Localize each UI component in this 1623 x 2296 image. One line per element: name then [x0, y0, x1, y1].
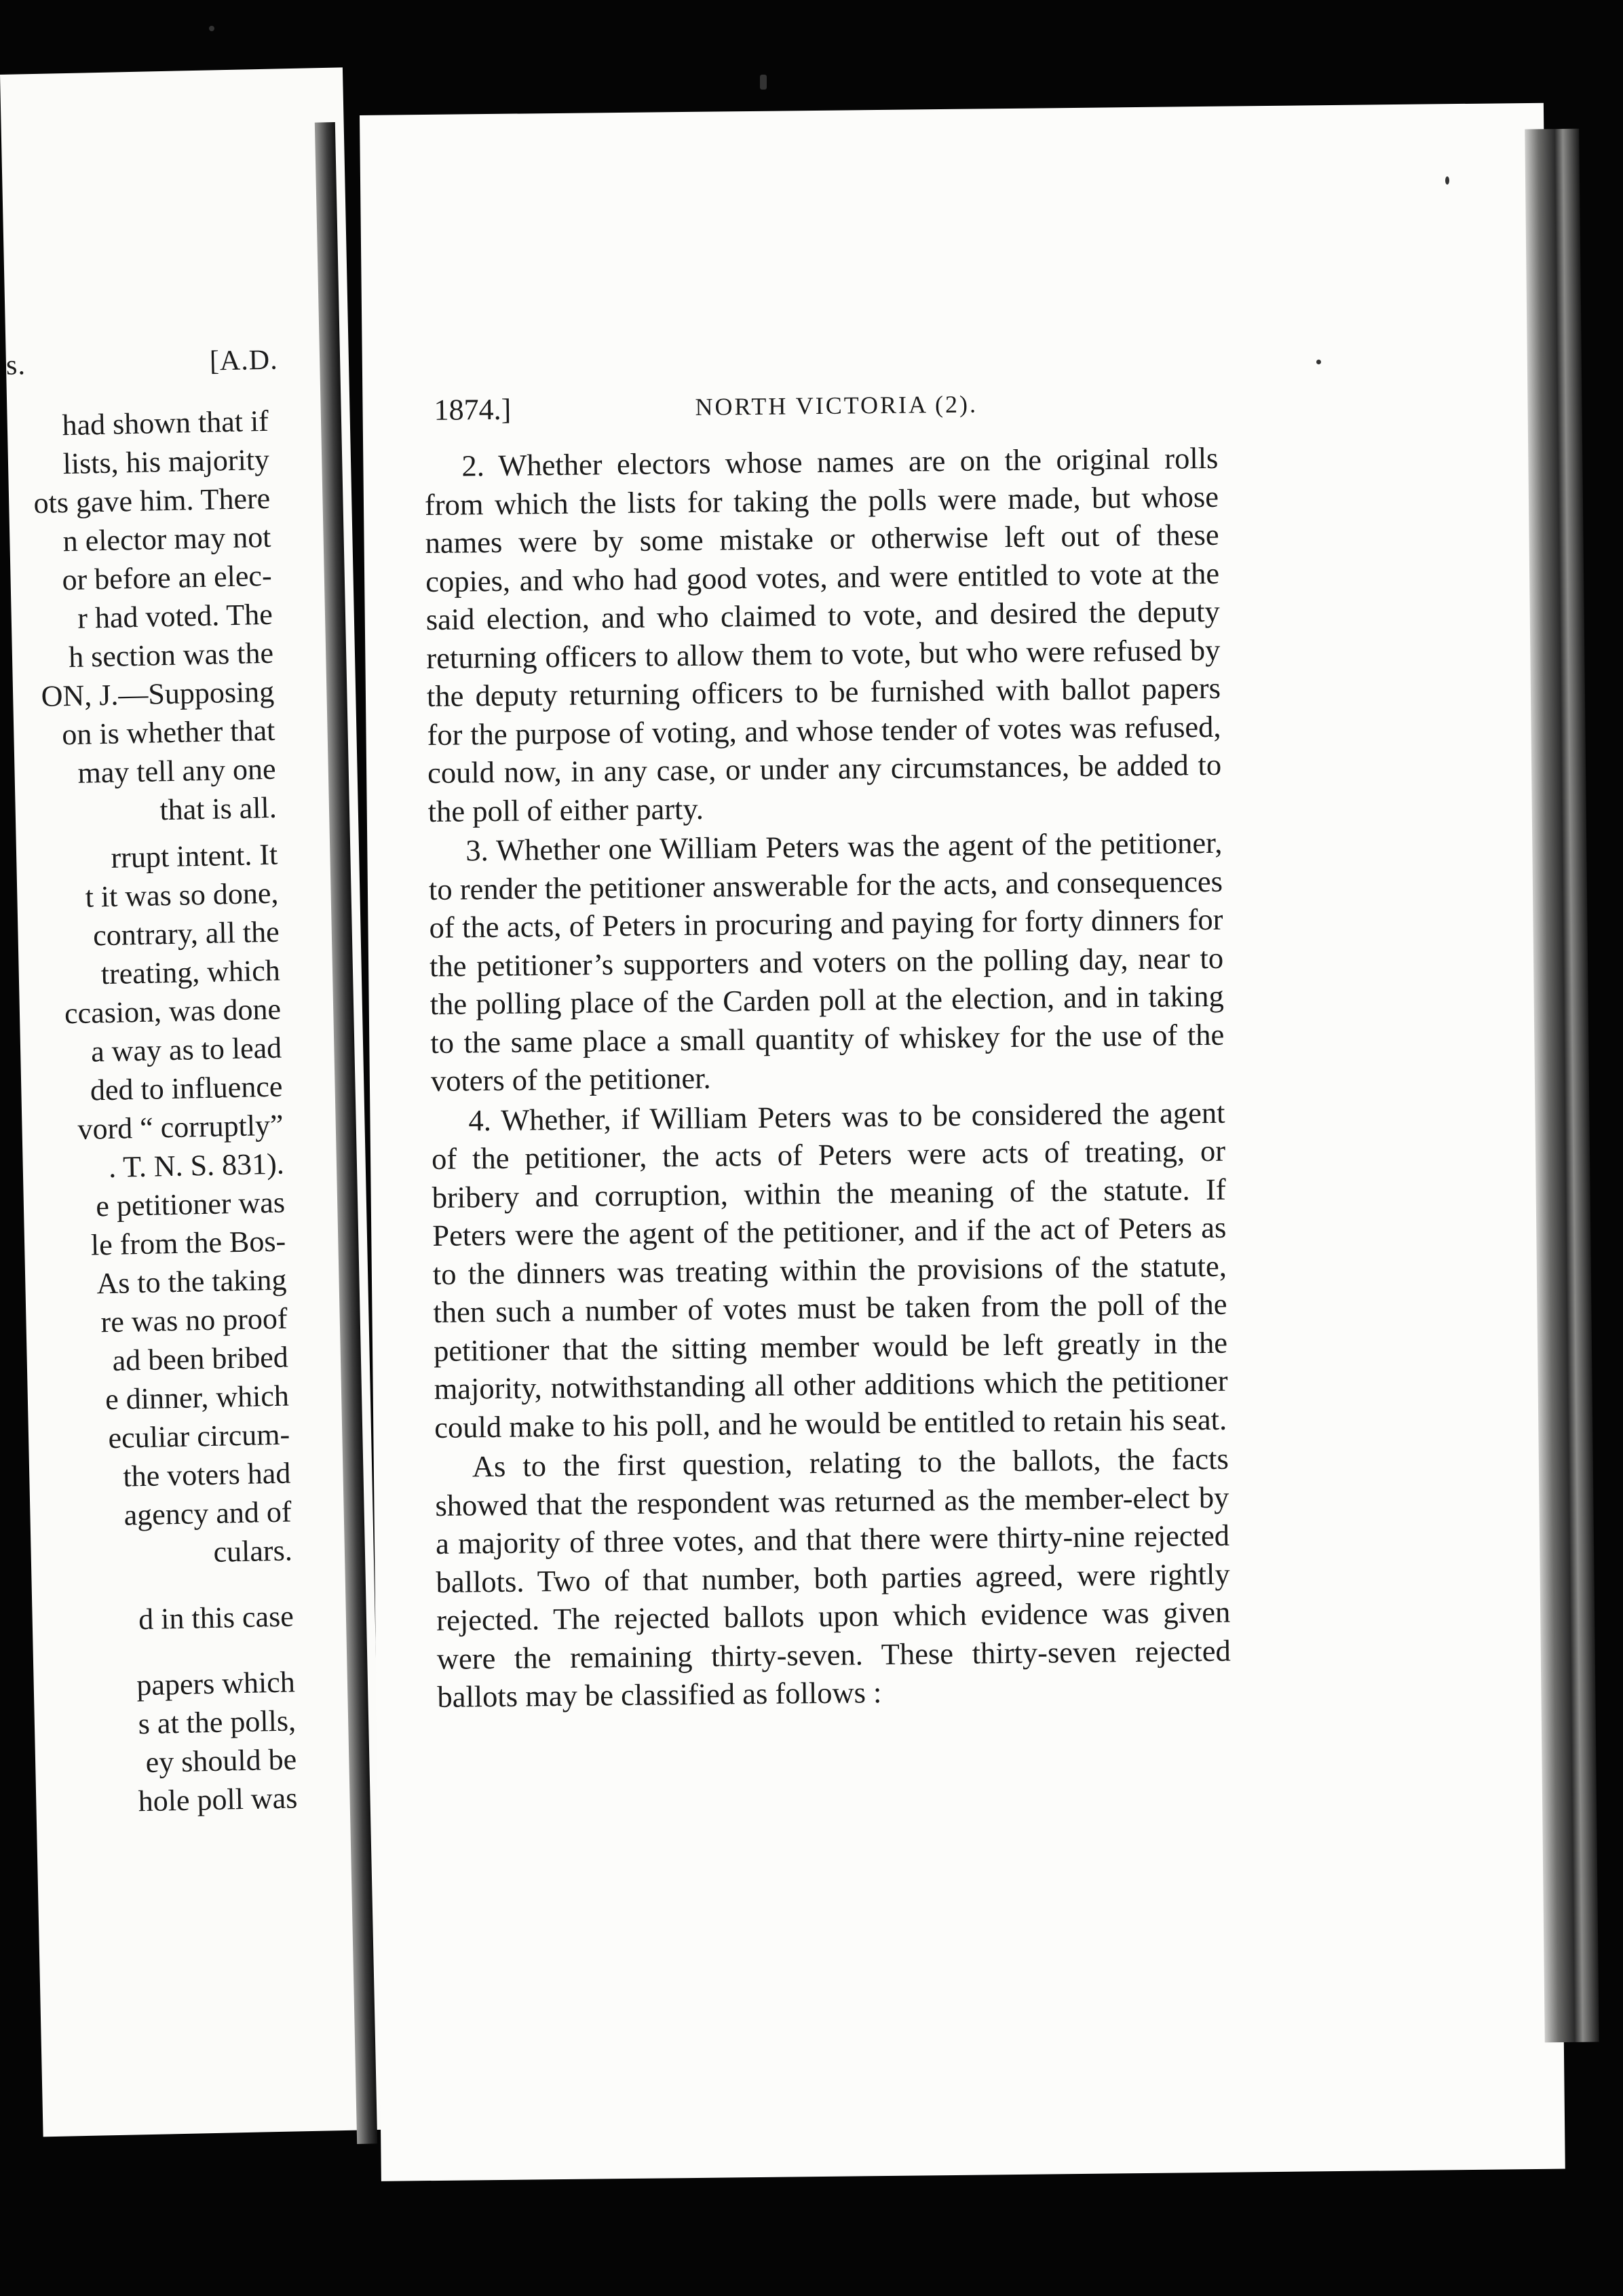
left-line: As to the taking [96, 1263, 287, 1301]
paragraph: 4. Whether, if William Peters was to be considered the agent of the petitioner, the acts of Peters were acts of treating, or bribery and corruption, within the meaning of the statute. If Peters were the agent of the petitioner, and if the act of Peters as to the dinners was treating within the provisions of the statute, then such a number of votes must be taken from the poll of the petitioner that the sitting member would be left greatly in the majority, notwithstanding all other additions which the petitioner could make to his poll, and he would be entitled to retain his seat. [431, 1095, 1228, 1444]
left-line: ad been bribed [112, 1340, 289, 1377]
left-line: . T. N. S. 831). [108, 1147, 285, 1184]
left-line: h section was the [68, 636, 274, 674]
running-head [434, 381, 1588, 434]
scan-speck [1445, 176, 1449, 185]
left-line: the voters had [122, 1456, 291, 1493]
left-line: may tell any one [77, 752, 277, 790]
left-line: papers which [136, 1665, 296, 1702]
left-line: that is all. [159, 790, 278, 827]
left-line: ots gave him. There [33, 481, 271, 520]
left-line: e dinner, which [104, 1379, 290, 1417]
running-head-title: NORTH VICTORIA (2). [695, 390, 978, 421]
left-line: hole poll was [138, 1781, 298, 1818]
left-line: on is whether that [61, 713, 275, 752]
scan-speck [209, 26, 214, 31]
left-line: agency and of [123, 1495, 292, 1532]
paragraph: 2. Whether electors whose names are on the original rolls from which the lists for taking the polls were made, but whose names were by some mistake or otherwise left out of these copies, and who had good votes, and were entitled to vote at the said election, and who claimed to vote, and desired the deputy returning officers to allow them to vote, but who were refused by the deputy returning officers to be furnished with ballot papers for the purpose of voting, and whose tender of votes was refused, could now, in any case, or under any circumstances, be added to the poll of either party. [424, 440, 1222, 828]
body-text [424, 439, 1231, 1717]
left-line: vord “ corruptly” [77, 1108, 284, 1146]
left-line: ccasion, was done [64, 992, 282, 1031]
left-line: ey should be [145, 1742, 297, 1780]
left-line: s at the polls, [138, 1704, 297, 1741]
left-line: rrupt intent. It [111, 837, 278, 875]
scan-speck [1316, 360, 1321, 364]
left-line: r had voted. The [77, 597, 273, 635]
left-line: contrary, all the [92, 915, 280, 953]
left-line: a way as to lead [90, 1031, 282, 1069]
left-line: had shown that if [62, 404, 269, 442]
left-line: e petitioner was [95, 1185, 286, 1223]
left-line: or before an elec- [62, 558, 273, 597]
paragraph: As to the first question, relating to the ballots, the facts showed that the respondent was returned as the member-elect by a majority of three votes, and that there were thirty-nine rejected ballots. Two of that number, both parties agreed, were rightly rejected. The rejected ballots upon which evidence was given were the remaining thirty-seven. These thirty-seven rejected ballots may be classified as follows : [435, 1441, 1231, 1714]
left-running-head [5, 344, 279, 381]
left-line: ded to influence [90, 1069, 283, 1107]
left-line: eculiar circum- [108, 1417, 290, 1455]
left-line: d in this case [138, 1599, 294, 1637]
left-line: le from the Bos- [90, 1224, 286, 1262]
running-head-year: 1874.] [434, 392, 512, 427]
left-line: treating, which [100, 953, 281, 991]
paragraph: 3. Whether one William Peters was the agent of the petitioner, to render the petitioner answerable for the acts, and consequences of the acts, of Peters in procuring and paying for forty dinners for the petitioner’s supporters and voters on the polling day, near to the polling place of the Carden poll at the election, and in taking to the same place a small quantity of whiskey for the use of the voters of the petitioner. [428, 825, 1225, 1098]
left-page-text [7, 402, 298, 1823]
left-line: lists, his majority [62, 442, 270, 481]
left-line: culars. [213, 1533, 293, 1569]
main-page [360, 103, 1565, 2181]
left-header-fragment: s. [5, 349, 26, 381]
left-line: t it was so done, [85, 876, 279, 914]
left-line: n elector may not [62, 520, 271, 558]
left-header-year: [A.D. [209, 344, 279, 377]
left-line: re was no proof [100, 1301, 288, 1339]
scan-speck [760, 75, 767, 90]
left-line: ON, J.—Supposing [41, 674, 275, 713]
